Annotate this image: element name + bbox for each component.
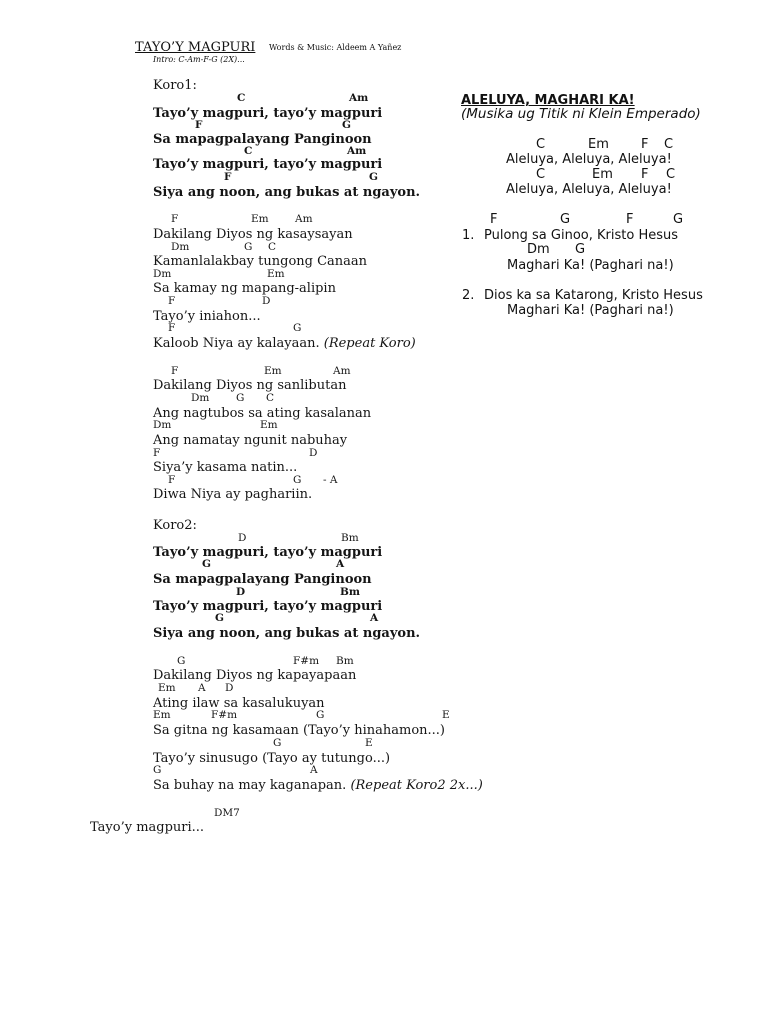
chord: F: [490, 212, 498, 227]
right-song-subtitle: (Musika ug Titik ni Klein Emperado): [461, 106, 701, 122]
chord: G: [369, 171, 378, 183]
chord: Em: [260, 419, 278, 431]
chord: G: [293, 474, 302, 486]
chord: Am: [333, 365, 351, 377]
chord: G: [153, 764, 162, 776]
chord: Bm: [336, 655, 354, 667]
intro-chords: Intro: C-Am-F-G (2X)...: [153, 55, 245, 64]
chord: G: [202, 558, 211, 570]
lyric-line: Ang namatay ngunit nabuhay: [153, 433, 348, 448]
chord: Em: [158, 682, 176, 694]
lyric-line: Tayo’y sinusugo (Tayo ay tutungo...): [153, 751, 391, 766]
verse-line: Dios ka sa Katarong, Kristo Hesus: [484, 288, 703, 303]
item-number: 1.: [462, 228, 475, 243]
lyric-line: Tayo’y magpuri, tayo’y magpuri: [153, 545, 383, 560]
chord: D: [238, 532, 247, 544]
chord: A: [198, 682, 206, 694]
chord: Bm: [340, 586, 360, 598]
chord: D: [225, 682, 234, 694]
chord: Dm: [153, 268, 172, 280]
lyric-line: Sa gitna ng kasamaan (Tayo’y hinahamon...): [153, 723, 445, 738]
verse-line: Maghari Ka! (Paghari na!): [507, 258, 674, 273]
chord: F#m: [293, 655, 320, 667]
chord: Em: [251, 213, 269, 225]
chord: Dm: [153, 419, 172, 431]
chord: F: [153, 447, 161, 459]
chord: G: [342, 119, 351, 131]
lyric-line: Tayo’y magpuri, tayo’y magpuri: [153, 157, 383, 172]
chord: Em: [153, 709, 171, 721]
chord: G: [177, 655, 186, 667]
chord: F: [626, 212, 634, 227]
chord: Am: [349, 92, 369, 104]
chord: Em: [588, 137, 609, 152]
chord: D: [262, 295, 271, 307]
lyric-line: Siya ang noon, ang bukas at ngayon.: [153, 185, 421, 200]
chord: C: [666, 167, 676, 182]
right-song-title: ALELUYA, MAGHARI KA!: [461, 93, 635, 108]
chord: C: [536, 137, 546, 152]
chord: Dm: [191, 392, 210, 404]
verse-line: Maghari Ka! (Paghari na!): [507, 303, 674, 318]
chord: F: [171, 213, 179, 225]
chord: G: [236, 392, 245, 404]
lyric-line: Sa mapagpalayang Panginoon: [153, 572, 372, 587]
lyric-line: Sa mapagpalayang Panginoon: [153, 132, 372, 147]
item-number: 2.: [462, 288, 475, 303]
chord: A: [310, 764, 318, 776]
lyric-line: Dakilang Diyos ng kapayapaan: [153, 668, 357, 683]
chord: C: [536, 167, 546, 182]
chord: C: [268, 241, 277, 253]
chord: G: [293, 322, 302, 334]
chord: G: [575, 242, 586, 257]
chorus-line: Aleluya, Aleluya, Aleluya!: [506, 152, 672, 167]
repeat-note: (Repeat Koro2 2x...): [350, 778, 483, 793]
chord: G: [316, 709, 325, 721]
chord: F: [168, 474, 176, 486]
chord: G: [673, 212, 684, 227]
song-title: TAYO’Y MAGPURI: [135, 40, 256, 55]
chord: C: [664, 137, 674, 152]
chord: A: [370, 612, 379, 624]
chord: G: [215, 612, 224, 624]
chord: G: [560, 212, 571, 227]
chord: E: [365, 737, 373, 749]
chord: Dm: [527, 242, 550, 257]
chord: F: [641, 137, 649, 152]
lyric-line: Kaloob Niya ay kalayaan. (Repeat Koro): [153, 336, 416, 351]
koro1-label: Koro1:: [153, 78, 197, 93]
ending-chord: DM7: [214, 807, 240, 819]
koro2-label: Koro2:: [153, 518, 197, 533]
lyric-line: Siya’y kasama natin...: [153, 460, 298, 475]
lyric-line: Tayo’y magpuri, tayo’y magpuri: [153, 599, 383, 614]
lyric-line: Ating ilaw sa kasalukuyan: [153, 696, 325, 711]
lyric-line: Sa kamay ng mapang-alipin: [153, 281, 336, 296]
lyric-line: Tayo’y iniahon...: [153, 309, 261, 324]
chord: Dm: [171, 241, 190, 253]
chord: Bm: [341, 532, 359, 544]
chord: F: [195, 119, 203, 131]
ending-line: Tayo’y magpuri...: [90, 820, 205, 835]
verse-line: Pulong sa Ginoo, Kristo Hesus: [484, 228, 679, 243]
chord: Em: [267, 268, 285, 280]
chord: Am: [295, 213, 313, 225]
chord: D: [236, 586, 246, 598]
chord: F: [168, 295, 176, 307]
chord: E: [442, 709, 450, 721]
chord: A: [336, 558, 345, 570]
lyric-line: Dakilang Diyos ng sanlibutan: [153, 378, 347, 393]
song-credit: Words & Music: Aldeem A Yañez: [269, 43, 402, 52]
chord: Am: [347, 145, 367, 157]
chord: F: [224, 171, 232, 183]
lyric-line: Siya ang noon, ang bukas at ngayon.: [153, 626, 421, 641]
chord: C: [266, 392, 275, 404]
chord: F: [641, 167, 649, 182]
lyric-line: Ang nagtubos sa ating kasalanan: [153, 406, 372, 421]
chord: D: [309, 447, 318, 459]
chord: G: [273, 737, 282, 749]
chorus-line: Aleluya, Aleluya, Aleluya!: [506, 182, 672, 197]
chord: C: [237, 92, 246, 104]
chord: Em: [592, 167, 613, 182]
chord: F: [168, 322, 176, 334]
repeat-note: (Repeat Koro): [323, 336, 416, 351]
chord: C: [244, 145, 253, 157]
lyric-line: Diwa Niya ay paghariin.: [153, 487, 313, 502]
lyric-line: Sa buhay na may kaganapan. (Repeat Koro2 2x...): [153, 778, 483, 793]
chord: F: [171, 365, 179, 377]
chord: - A: [323, 474, 338, 486]
lyric-line: Dakilang Diyos ng kasaysayan: [153, 227, 353, 242]
chord: F#m: [211, 709, 238, 721]
lyric-line: Kamanlalakbay tungong Canaan: [153, 254, 368, 269]
chord: G: [244, 241, 253, 253]
chord: Em: [264, 365, 282, 377]
lyric-line: Tayo’y magpuri, tayo’y magpuri: [153, 106, 383, 121]
